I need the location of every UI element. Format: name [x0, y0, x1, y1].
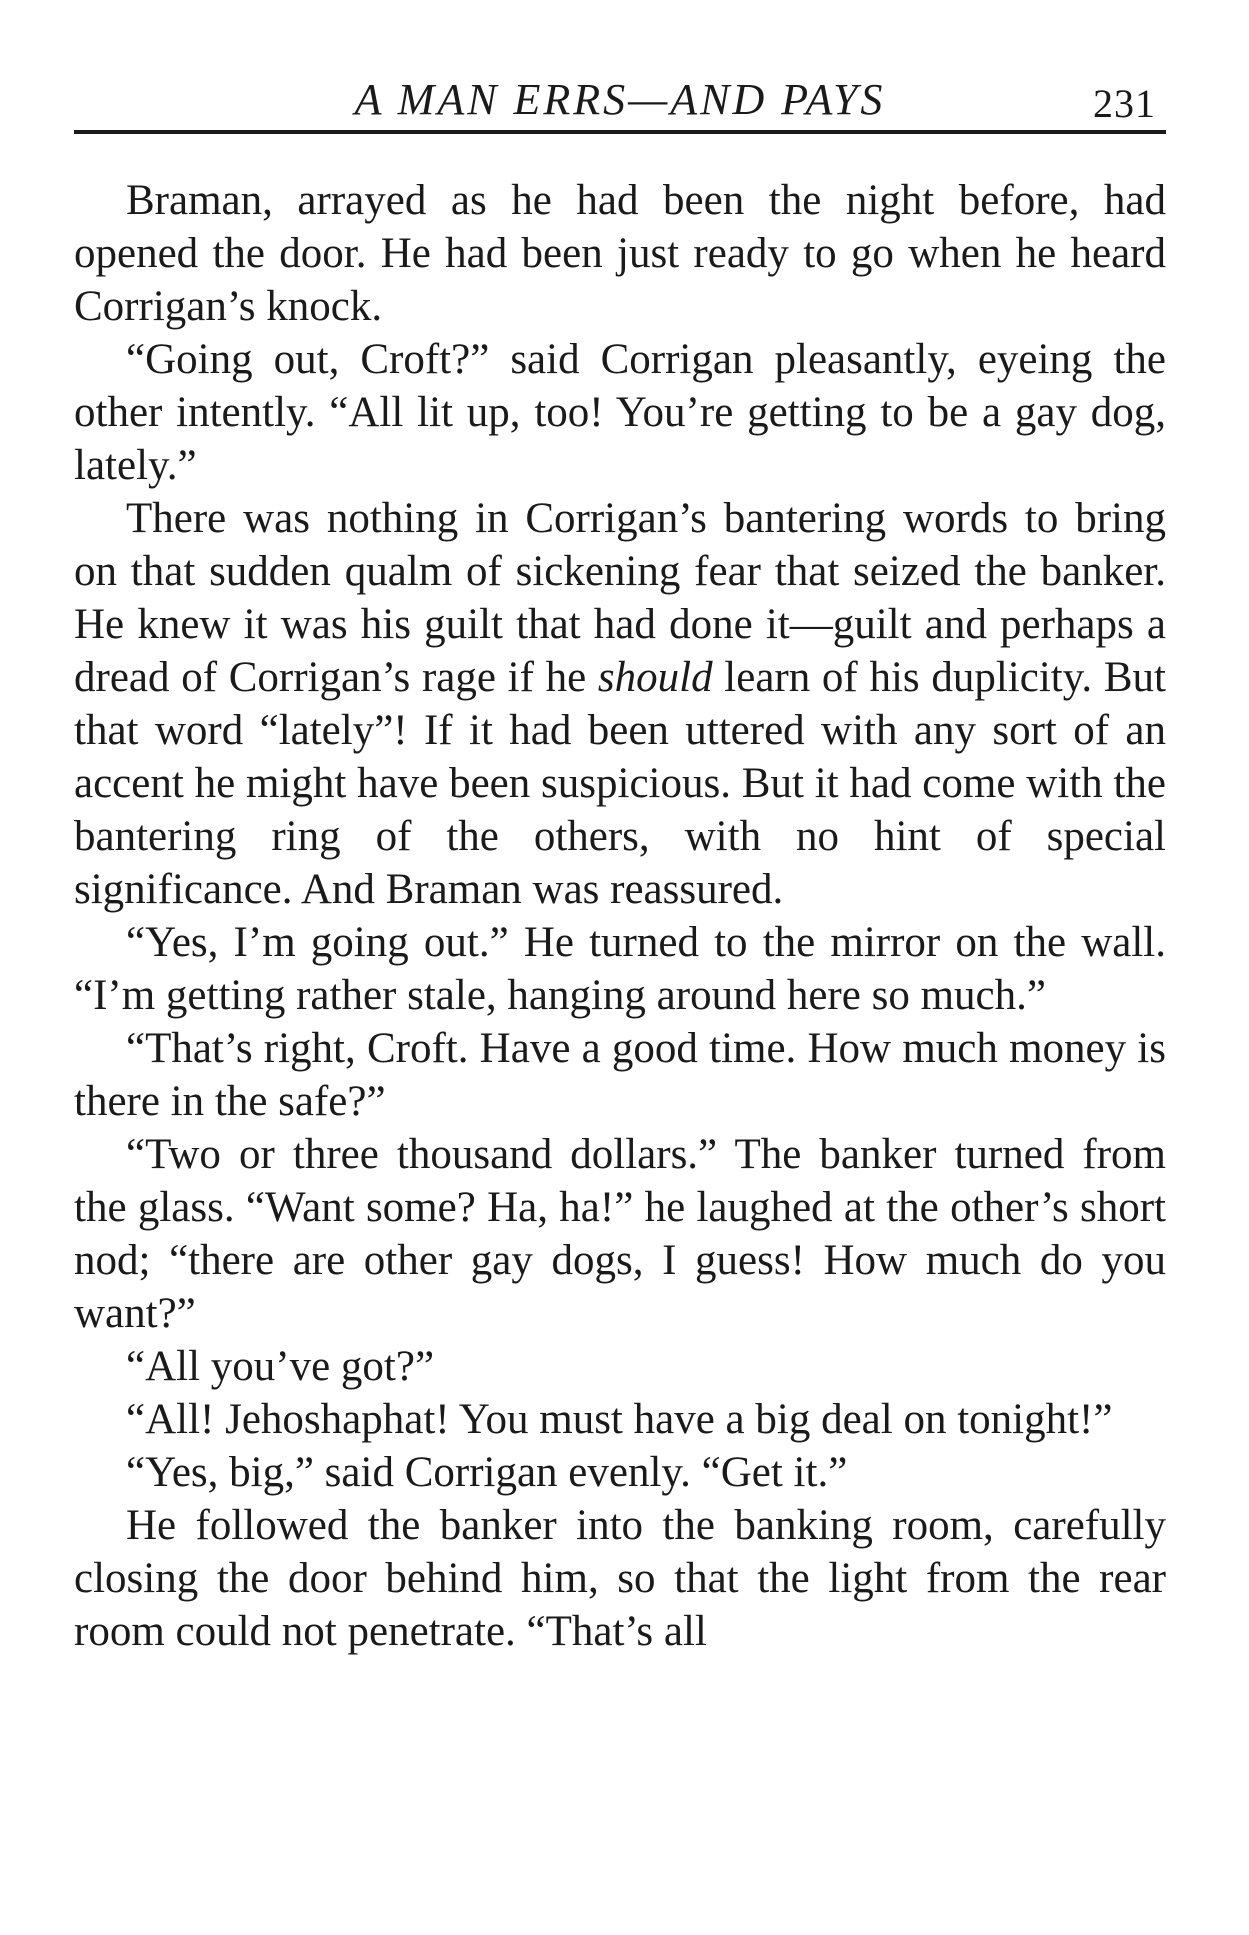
book-page	[74, 60, 1166, 1658]
paragraph: “Two or three thousand dollars.” The banker turned from the glass. “Want some? Ha, ha!” he laughed at the other’s short nod; “there are other gay dogs, I guess! How much do you want?”	[74, 1131, 1166, 1337]
paragraph: “All you’ve got?”	[126, 1343, 435, 1390]
paragraph: “That’s right, Croft. Have a good time. How much money is there in the safe?”	[74, 1025, 1166, 1125]
paragraph-text: There was nothing in Corrigan’s bantering words to bring on that sudden qualm of sickening fear that seized the banker. He knew it was his guilt that had done it—guilt and perhaps a dread of Corrigan’s rage if he	[74, 495, 1166, 701]
page-number: 231	[1093, 81, 1156, 126]
paragraph: Braman, arrayed as he had been the night before, had opened the door. He had been just ready to go when he heard Corrigan’s knock.	[74, 177, 1166, 330]
paragraph: “All! Jehoshaphat! You must have a big deal on tonight!”	[126, 1396, 1113, 1443]
paragraph: He followed the banker into the banking room, carefully closing the door behind him, so that the light from the rear room could not penetrate. “That’s all	[74, 1502, 1166, 1655]
emphasized-word: should	[597, 654, 713, 701]
paragraph: “Going out, Croft?” said Corrigan pleasantly, eyeing the other intently. “All lit up, too! You’re getting to be a gay dog, lately.”	[74, 336, 1166, 489]
paragraph: “Yes, big,” said Corrigan evenly. “Get it.”	[126, 1449, 848, 1496]
paragraph	[74, 492, 1166, 916]
body-text	[74, 174, 1166, 1658]
running-title: A MAN ERRS—AND PAYS	[354, 75, 886, 124]
paragraph: “Yes, I’m going out.” He turned to the mirror on the wall. “I’m getting rather stale, hanging around here so much.”	[74, 919, 1166, 1019]
running-header	[74, 60, 1166, 134]
paragraph-text: learn of his duplicity. But that word “lately”! If it had been uttered with any sort of an accent he might have been suspicious. But it had come with the bantering ring of the others, with no hint of special significance. And Braman was reassured.	[74, 654, 1166, 913]
